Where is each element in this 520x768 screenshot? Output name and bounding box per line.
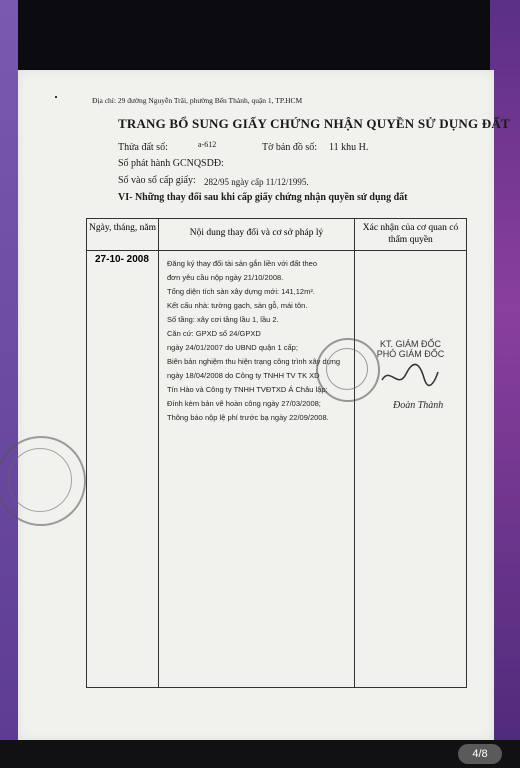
cell-confirm bbox=[355, 251, 467, 688]
document-title: TRANG BỔ SUNG GIẤY CHỨNG NHẬN QUYỀN SỬ DỤNG ĐẤT bbox=[118, 116, 510, 131]
address-line: Địa chỉ: 29 đường Nguyễn Trãi, phường Bến Thành, quận 1, TP.HCM bbox=[92, 96, 303, 105]
official-seal bbox=[316, 338, 380, 402]
cell-date: 27-10- 2008 bbox=[87, 251, 159, 688]
content-line: ngày 18/04/2008 do Công ty TNHH TV TK XD bbox=[167, 371, 320, 380]
issue-number-label: Số phát hành GCNQSDĐ: bbox=[118, 158, 224, 169]
signature-scribble bbox=[380, 362, 440, 392]
header-date: Ngày, tháng, năm bbox=[87, 219, 159, 251]
signer-title-1: KT. GIÁM ĐỐC bbox=[379, 339, 441, 349]
changes-table bbox=[86, 218, 467, 688]
section-title: VI- Những thay đổi sau khi cấp giấy chứng nhận quyền sử dụng đất bbox=[118, 192, 408, 203]
content-line: Kết cấu nhà: tường gạch, sàn gỗ, mái tôn. bbox=[167, 301, 308, 310]
register-label: Số vào sổ cấp giấy: bbox=[118, 175, 196, 186]
signer-name: Đoàn Thành bbox=[393, 400, 444, 411]
top-bar bbox=[0, 0, 520, 70]
content-line: Căn cứ: GPXD số 24/GPXD bbox=[167, 329, 261, 338]
content-line: Tín Hào và Công ty TNHH TVĐTXD Á Châu lập; bbox=[167, 385, 328, 394]
background-left bbox=[0, 0, 18, 768]
header-confirm: Xác nhận của cơ quan có thẩm quyền bbox=[355, 219, 467, 251]
bottom-bar bbox=[0, 740, 520, 768]
scan-mark bbox=[55, 96, 57, 98]
side-seal bbox=[0, 436, 86, 526]
cell-content bbox=[159, 251, 355, 688]
content-line: Đính kèm bản vẽ hoàn công ngày 27/03/2008; bbox=[167, 399, 321, 408]
page-indicator: 4/8 bbox=[458, 744, 502, 764]
header-content: Nội dung thay đổi và cơ sở pháp lý bbox=[159, 219, 355, 251]
content-line: đơn yêu cầu nộp ngày 21/10/2008. bbox=[167, 273, 284, 282]
content-line: Tổng diện tích sàn xây dựng mới: 141,12m². bbox=[167, 287, 315, 296]
parcel-value: a-612 bbox=[198, 140, 217, 149]
content-line: Đăng ký thay đổi tài sản gắn liền với đất theo bbox=[167, 259, 318, 268]
map-value: 11 khu H. bbox=[329, 142, 369, 153]
map-label: Tờ bản đồ số: bbox=[262, 142, 318, 153]
content-line: Số tầng: xây cơi tầng lầu 1, lầu 2. bbox=[167, 315, 279, 324]
register-value: 282/95 ngày cấp 11/12/1995. bbox=[204, 177, 309, 187]
signer-title-2: PHÓ GIÁM ĐỐC bbox=[376, 349, 445, 359]
content-line: ngày 24/01/2007 do UBND quận 1 cấp; bbox=[167, 343, 298, 352]
parcel-label: Thửa đất số: bbox=[118, 142, 168, 153]
content-line: Thông báo nộp lệ phí trước bạ ngày 22/09/2008. bbox=[167, 413, 329, 422]
content-line: Biên bản nghiệm thu hiện trạng công trình xây dựng bbox=[167, 357, 341, 366]
